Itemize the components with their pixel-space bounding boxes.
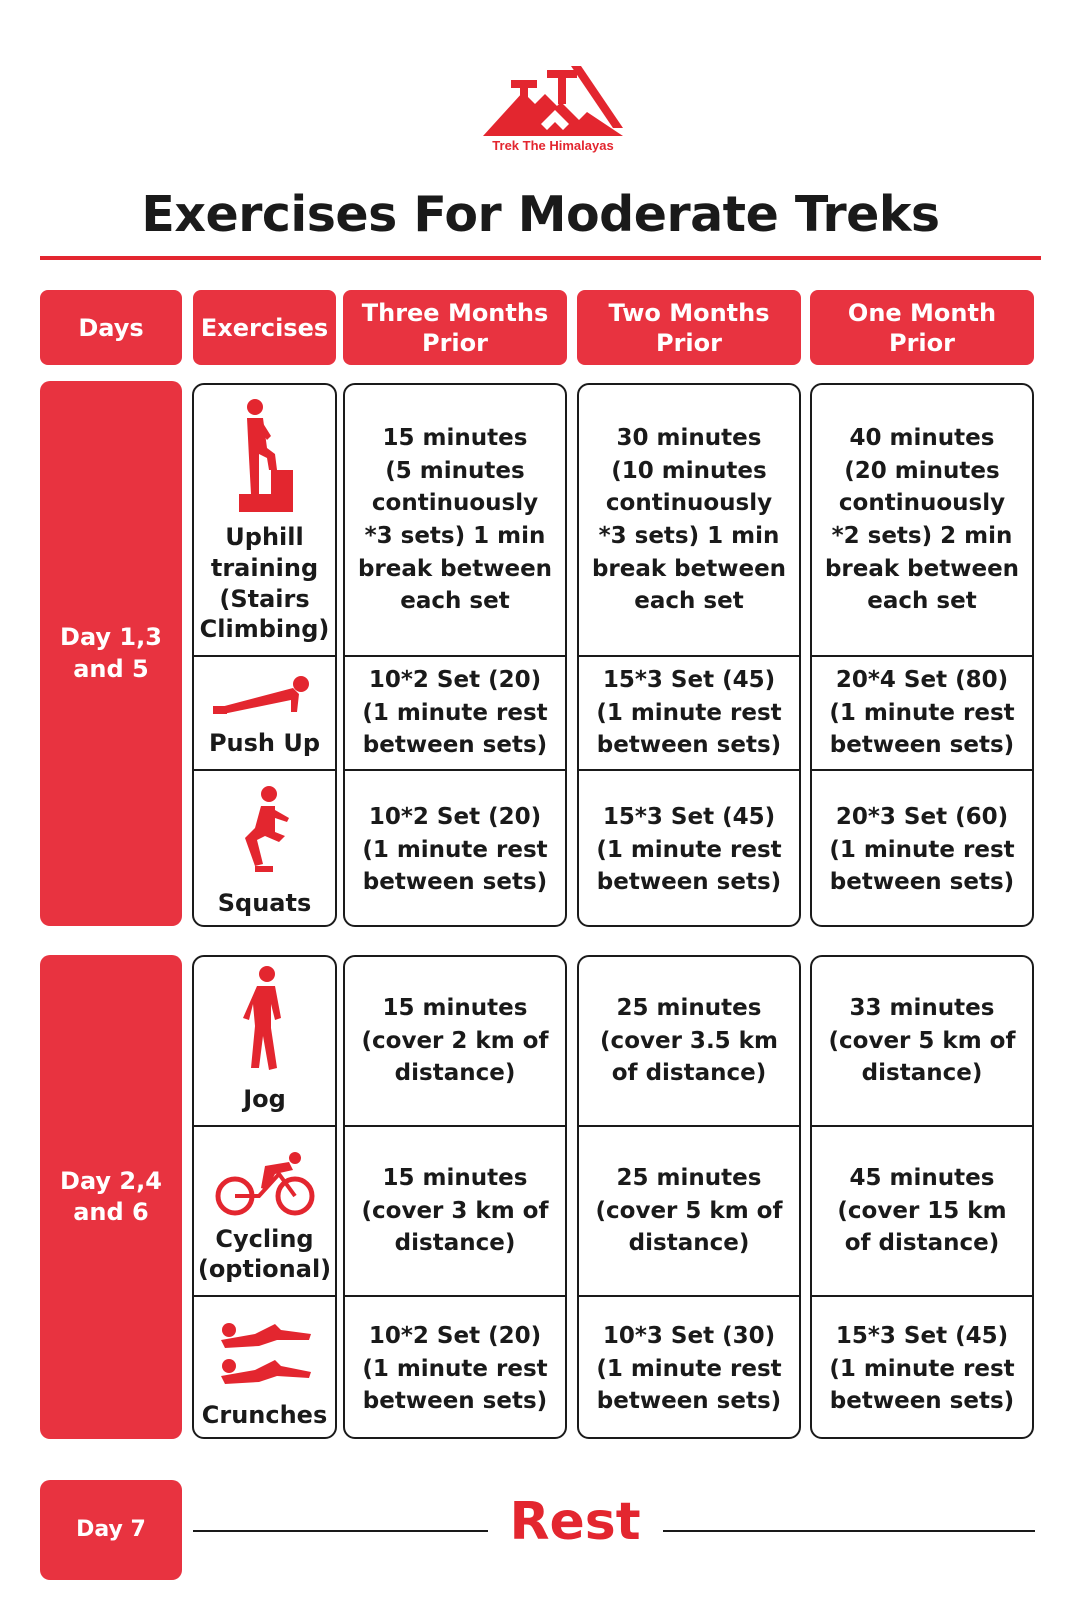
two-months-squats: 15*3 Set (45) (1 minute rest between sets) bbox=[579, 769, 799, 927]
exercise-uphill-training: Uphill training (Stairs Climbing) bbox=[194, 385, 335, 655]
two-months-uphill: 30 minutes (10 minutes continuously *3 sets) 1 min break between each set bbox=[591, 425, 787, 615]
title-divider bbox=[40, 256, 1041, 260]
header-exercises: Exercises bbox=[193, 290, 336, 365]
page-title: Exercises For Moderate Treks bbox=[141, 186, 940, 243]
three-months-uphill: 15 minutes (5 minutes continuously *3 sets) 1 min break between each set bbox=[357, 425, 553, 615]
day-label-2-4-6: Day 2,4 and 6 bbox=[40, 955, 182, 1439]
jogging-icon bbox=[241, 964, 289, 1076]
squat-icon bbox=[235, 784, 295, 880]
two-months-jog: 25 minutes (cover 3.5 km of distance) bbox=[600, 995, 778, 1087]
three-months-jog: 15 minutes (cover 2 km of distance) bbox=[361, 995, 549, 1087]
header-three-months-prior: Three Months Prior bbox=[343, 290, 567, 365]
exercise-squats: Squats bbox=[194, 769, 335, 927]
three-months-squats: 10*2 Set (20) (1 minute rest between sets) bbox=[345, 769, 565, 927]
header-one-month-prior: One Month Prior bbox=[810, 290, 1034, 365]
day-label-7: Day 7 bbox=[40, 1480, 182, 1580]
two-months-crunches: 10*3 Set (30) (1 minute rest between sets) bbox=[579, 1295, 799, 1439]
two-months-column-1 bbox=[577, 383, 801, 927]
cycling-icon bbox=[215, 1152, 315, 1216]
one-month-crunches: 15*3 Set (45) (1 minute rest between sets) bbox=[812, 1295, 1032, 1439]
brand-logo bbox=[478, 66, 628, 164]
three-months-cycling: 15 minutes (cover 3 km of distance) bbox=[345, 1125, 565, 1295]
exercise-jog: Jog bbox=[194, 957, 335, 1125]
exercise-crunches: Crunches bbox=[194, 1295, 335, 1439]
one-month-column-1 bbox=[810, 383, 1034, 927]
exercise-column-2 bbox=[192, 955, 337, 1439]
mountain-logo-icon bbox=[483, 66, 623, 136]
exercise-push-up: Push Up bbox=[194, 655, 335, 769]
stairs-climbing-icon bbox=[235, 398, 295, 514]
one-month-push-up: 20*4 Set (80) (1 minute rest between sets) bbox=[812, 655, 1032, 769]
rest-line-right bbox=[663, 1530, 1035, 1532]
one-month-uphill: 40 minutes (20 minutes continuously *2 sets) 2 min break between each set bbox=[824, 425, 1020, 615]
one-month-column-2 bbox=[810, 955, 1034, 1439]
push-up-icon bbox=[213, 672, 317, 720]
three-months-push-up: 10*2 Set (20) (1 minute rest between sets) bbox=[345, 655, 565, 769]
rest-line-left bbox=[193, 1530, 488, 1532]
logo-text: Trek The Himalayas bbox=[492, 138, 614, 153]
crunches-icon bbox=[215, 1320, 315, 1392]
three-months-column-2 bbox=[343, 955, 567, 1439]
two-months-column-2 bbox=[577, 955, 801, 1439]
one-month-jog: 33 minutes (cover 5 km of distance) bbox=[828, 995, 1016, 1087]
header-days: Days bbox=[40, 290, 182, 365]
exercise-cycling: Cycling (optional) bbox=[194, 1125, 335, 1295]
rest-label: Rest bbox=[509, 1492, 641, 1552]
three-months-crunches: 10*2 Set (20) (1 minute rest between sets) bbox=[345, 1295, 565, 1439]
header-two-months-prior: Two Months Prior bbox=[577, 290, 801, 365]
one-month-squats: 20*3 Set (60) (1 minute rest between sets) bbox=[812, 769, 1032, 927]
one-month-cycling: 45 minutes (cover 15 km of distance) bbox=[812, 1125, 1032, 1295]
day-label-1-3-5: Day 1,3 and 5 bbox=[40, 381, 182, 926]
two-months-cycling: 25 minutes (cover 5 km of distance) bbox=[579, 1125, 799, 1295]
exercise-column-1 bbox=[192, 383, 337, 927]
three-months-column-1 bbox=[343, 383, 567, 927]
two-months-push-up: 15*3 Set (45) (1 minute rest between sets) bbox=[579, 655, 799, 769]
